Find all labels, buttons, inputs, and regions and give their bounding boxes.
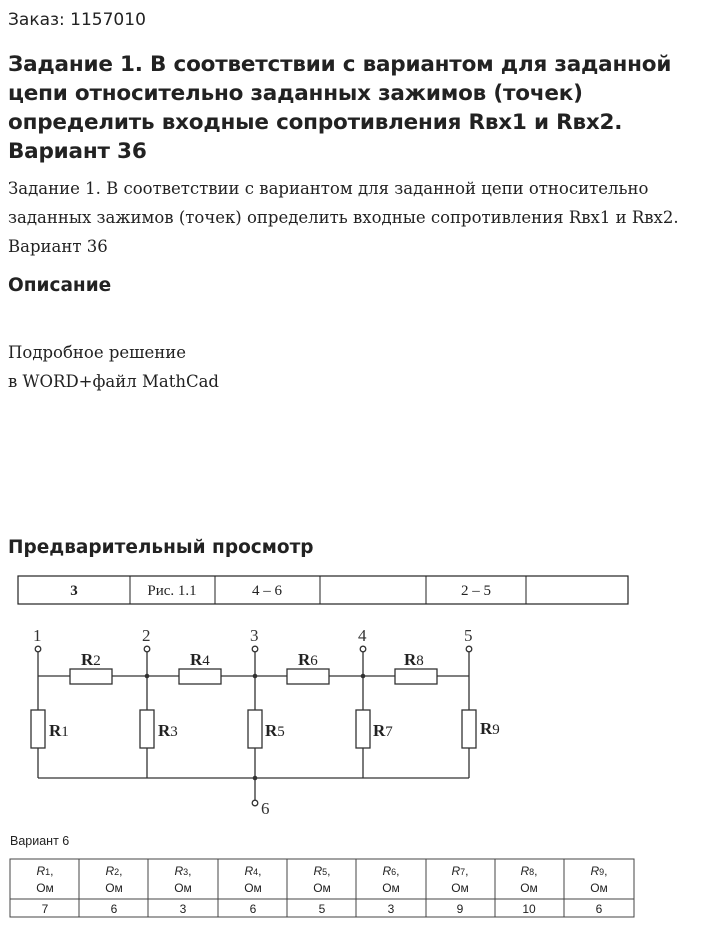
table-value-cell: 6	[595, 902, 603, 916]
description-heading: Описание	[8, 275, 112, 296]
table-value-cell: 10	[522, 902, 536, 916]
header-cell: 4 – 6	[252, 583, 282, 599]
table-header-cell: R2,	[105, 864, 123, 878]
preview-svg	[8, 568, 648, 928]
resistor-label-r1: R1	[49, 721, 69, 740]
table-value-cell: 6	[110, 902, 118, 916]
task-description: Задание 1. В соответствии с вариантом для заданной цепи относительно заданных зажимов (точек) определить входные сопротивления Rвх1 и Rвх2. Вариант 36	[8, 179, 679, 256]
node-label: 5	[464, 626, 473, 645]
resistor-label-r2: R2	[81, 650, 101, 669]
variant-header-table	[18, 576, 628, 604]
header-cell: Рис. 1.1	[147, 583, 197, 599]
table-header-cell: R3,	[174, 864, 192, 878]
variant-label: Вариант 6	[10, 834, 70, 848]
node-label: 2	[142, 626, 151, 645]
description-line: в WORD+файл MathCad	[8, 372, 219, 391]
resistor-label-r9: R9	[480, 719, 500, 738]
order-number: Заказ: 1157010	[8, 10, 146, 30]
table-value-cell: 7	[41, 902, 49, 916]
table-header-unit: Ом	[520, 881, 538, 895]
table-header-cell: R9,	[590, 864, 608, 878]
resistor-r7	[356, 710, 370, 748]
table-header-cell: R4,	[244, 864, 262, 878]
preview-heading: Предварительный просмотр	[8, 537, 314, 558]
resistor-label-r8: R8	[404, 650, 424, 669]
description-line: Подробное решение	[8, 343, 187, 362]
table-header-unit: Ом	[105, 881, 123, 895]
table-value-cell: 3	[179, 902, 187, 916]
resistor-r8	[395, 669, 437, 684]
table-header-cell: R6,	[382, 864, 400, 878]
table-value-cell: 9	[456, 902, 464, 916]
preview-image	[8, 568, 648, 928]
table-header-cell: R7,	[451, 864, 469, 878]
resistor-label-r7: R7	[373, 721, 393, 740]
resistor-label-r5: R5	[265, 721, 285, 740]
resistor-label-r4: R4	[190, 650, 210, 669]
table-header-unit: Ом	[313, 881, 331, 895]
resistor-r3	[140, 710, 154, 748]
table-header-cell: R8,	[520, 864, 538, 878]
table-header-unit: Ом	[36, 881, 54, 895]
table-header-cell: R5,	[313, 864, 331, 878]
resistor-label-r3: R3	[158, 721, 178, 740]
node-label: 4	[358, 626, 367, 645]
table-header-unit: Ом	[244, 881, 262, 895]
resistor-r9	[462, 710, 476, 748]
node-label: 1	[33, 626, 42, 645]
resistor-r2	[70, 669, 112, 684]
description-body	[8, 338, 219, 396]
resistor-r1	[31, 710, 45, 748]
table-header-cell: R1,	[36, 864, 54, 878]
table-value-cell: 5	[318, 902, 326, 916]
table-value-cell: 6	[249, 902, 257, 916]
resistor-r4	[179, 669, 221, 684]
circuit-diagram	[31, 646, 476, 806]
table-value-cell: 3	[387, 902, 395, 916]
table-header-unit: Ом	[382, 881, 400, 895]
table-header-unit: Ом	[590, 881, 608, 895]
node-label: 3	[250, 626, 259, 645]
resistor-label-r6: R6	[298, 650, 318, 669]
page-title: Задание 1. В соответствии с вариантом для заданной цепи относительно заданных зажимов (точек) определить входные сопротивления Rвх1 и Rвх2. Вариант 36	[8, 52, 672, 164]
table-header-unit: Ом	[451, 881, 469, 895]
resistor-r6	[287, 669, 329, 684]
node-label: 6	[261, 799, 270, 818]
header-cell: 3	[70, 583, 78, 599]
header-cell: 2 – 5	[461, 583, 491, 599]
resistor-r5	[248, 710, 262, 748]
table-header-unit: Ом	[174, 881, 192, 895]
